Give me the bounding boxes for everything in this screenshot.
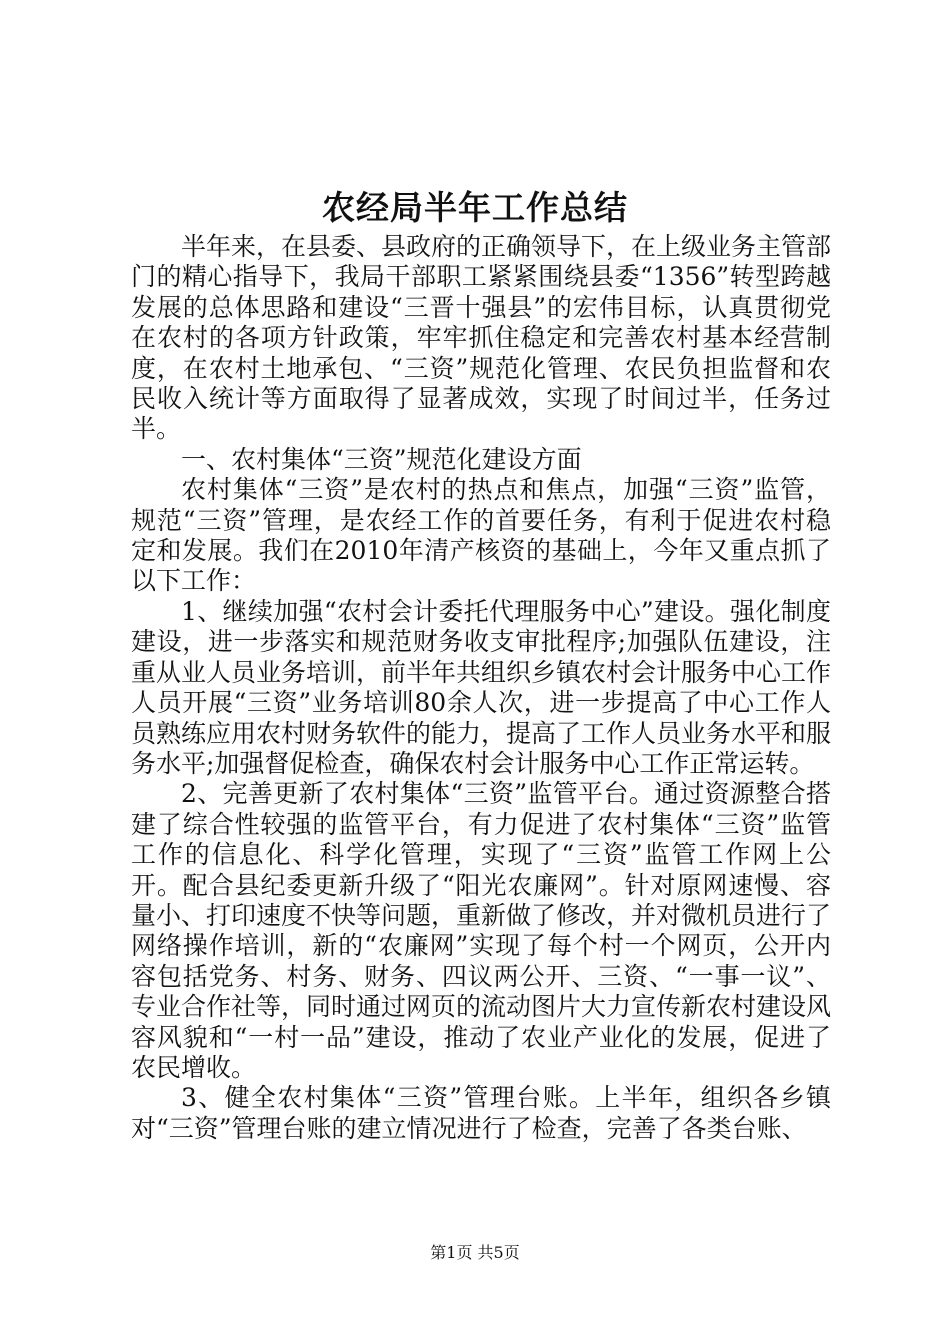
paragraph-item-2: 2、完善更新了农村集体“三资”监管平台。通过资源整合搭建了综合性较强的监管平台，有力促进了农村集体“三资”监管工作的信息化、科学化管理，实现了“三资”监管工作网上公开。配合县纪委更新升级了“阳光农廉网”。针对原网速慢、容量小、打印速度不快等问题，重新做了修改，并对微机员进行了网络操作培训，新的“农廉网”实现了每个村一个网页，公开内容包括党务、村务、财务、四议两公开、三资、“一事一议”、专业合作社等，同时通过网页的流动图片大力宣传新农村建设风容风貌和“一村一品”建设，推动了农业产业化的发展，促进了农民增收。: [131, 779, 832, 1082]
paragraph-item-1: 1、继续加强“农村会计委托代理服务中心”建设。强化制度建设，进一步落实和规范财务收支审批程序;加强队伍建设，注重从业人员业务培训，前半年共组织乡镇农村会计服务中心工作人员开展“三资”业务培训80余人次，进一步提高了中心工作人员熟练应用农村财务软件的能力，提高了工作人员业务水平和服务水平;加强督促检查，确保农村会计服务中心工作正常运转。: [131, 596, 832, 778]
section-heading: 一、农村集体“三资”规范化建设方面: [181, 444, 582, 474]
page-footer: 第1页 共5页: [430, 1243, 520, 1262]
document-body: [131, 232, 831, 1144]
paragraph-section-intro: 农村集体“三资”是农村的热点和焦点，加强“三资”监管，规范“三资”管理，是农经工作的首要任务，有利于促进农村稳定和发展。我们在2010年清产核资的基础上，今年又重点抓了以下工作：: [131, 475, 831, 596]
paragraph-item-3: 3、健全农村集体“三资”管理台账。上半年，组织各乡镇对“三资”管理台账的建立情况进行了检查，完善了各类台账、: [131, 1083, 831, 1143]
paragraph-intro: 半年来，在县委、县政府的正确领导下，在上级业务主管部门的精心指导下，我局干部职工紧紧围绕县委“1356”转型跨越发展的总体思路和建设“三晋十强县”的宏伟目标，认真贯彻党在农村的各项方针政策，牢牢抓住稳定和完善农村基本经营制度，在农村土地承包、“三资”规范化管理、农民负担监督和农民收入统计等方面取得了显著成效，实现了时间过半，任务过半。: [131, 232, 832, 444]
document-title: 农经局半年工作总结: [322, 188, 628, 227]
